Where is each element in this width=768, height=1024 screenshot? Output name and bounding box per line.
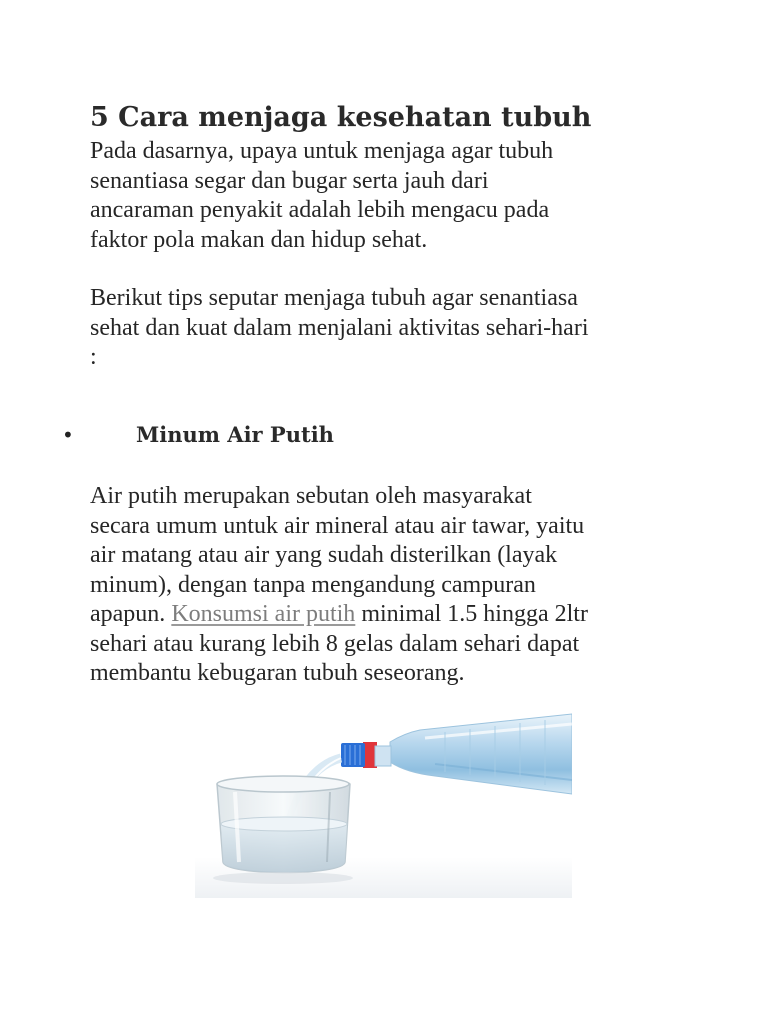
bullet-item-minum-air-putih [62, 420, 562, 450]
section-heading: Minum Air Putih [136, 422, 334, 447]
section-line: air matang atau air yang sudah disterilkan (layak [90, 542, 558, 568]
glass [213, 776, 353, 884]
section-line-with-link [90, 600, 690, 630]
tips-line: : [90, 344, 97, 370]
water-pouring-image [195, 712, 572, 898]
tips-line: Berikut tips seputar menjaga tubuh agar senantiasa [90, 285, 578, 311]
link-line-prefix: apapun. [90, 601, 172, 627]
section-line: Air putih merupakan sebutan oleh masyarakat [90, 483, 532, 509]
link-line-suffix: minimal 1.5 hingga 2ltr [355, 601, 588, 627]
intro-paragraph [90, 137, 690, 255]
tips-line: sehat dan kuat dalam menjalani aktivitas sehari-hari [90, 314, 589, 341]
intro-line: Pada dasarnya, upaya untuk menjaga agar tubuh [90, 138, 554, 164]
section-line: secara umum untuk air mineral atau air tawar, yaitu [90, 512, 585, 539]
intro-line: ancaraman penyakit adalah lebih mengacu pada [90, 197, 550, 223]
intro-line: faktor pola makan dan hidup sehat. [90, 226, 428, 253]
bullet-icon: • [62, 423, 74, 447]
section-line: minum), dengan tanpa mengandung campuran [90, 571, 536, 598]
section-line: sehari atau kurang lebih 8 gelas dalam sehari dapat [90, 630, 580, 657]
section-line: membantu kebugaran tubuh seseorang. [90, 660, 465, 686]
page-title: 5 Cara menjaga kesehatan tubuh [90, 102, 592, 133]
tips-paragraph [90, 284, 690, 373]
section-paragraph [90, 482, 690, 689]
intro-line: senantiasa segar dan bugar serta jauh dari [90, 167, 489, 194]
konsumsi-air-putih-link[interactable]: Konsumsi air putih [171, 601, 356, 627]
